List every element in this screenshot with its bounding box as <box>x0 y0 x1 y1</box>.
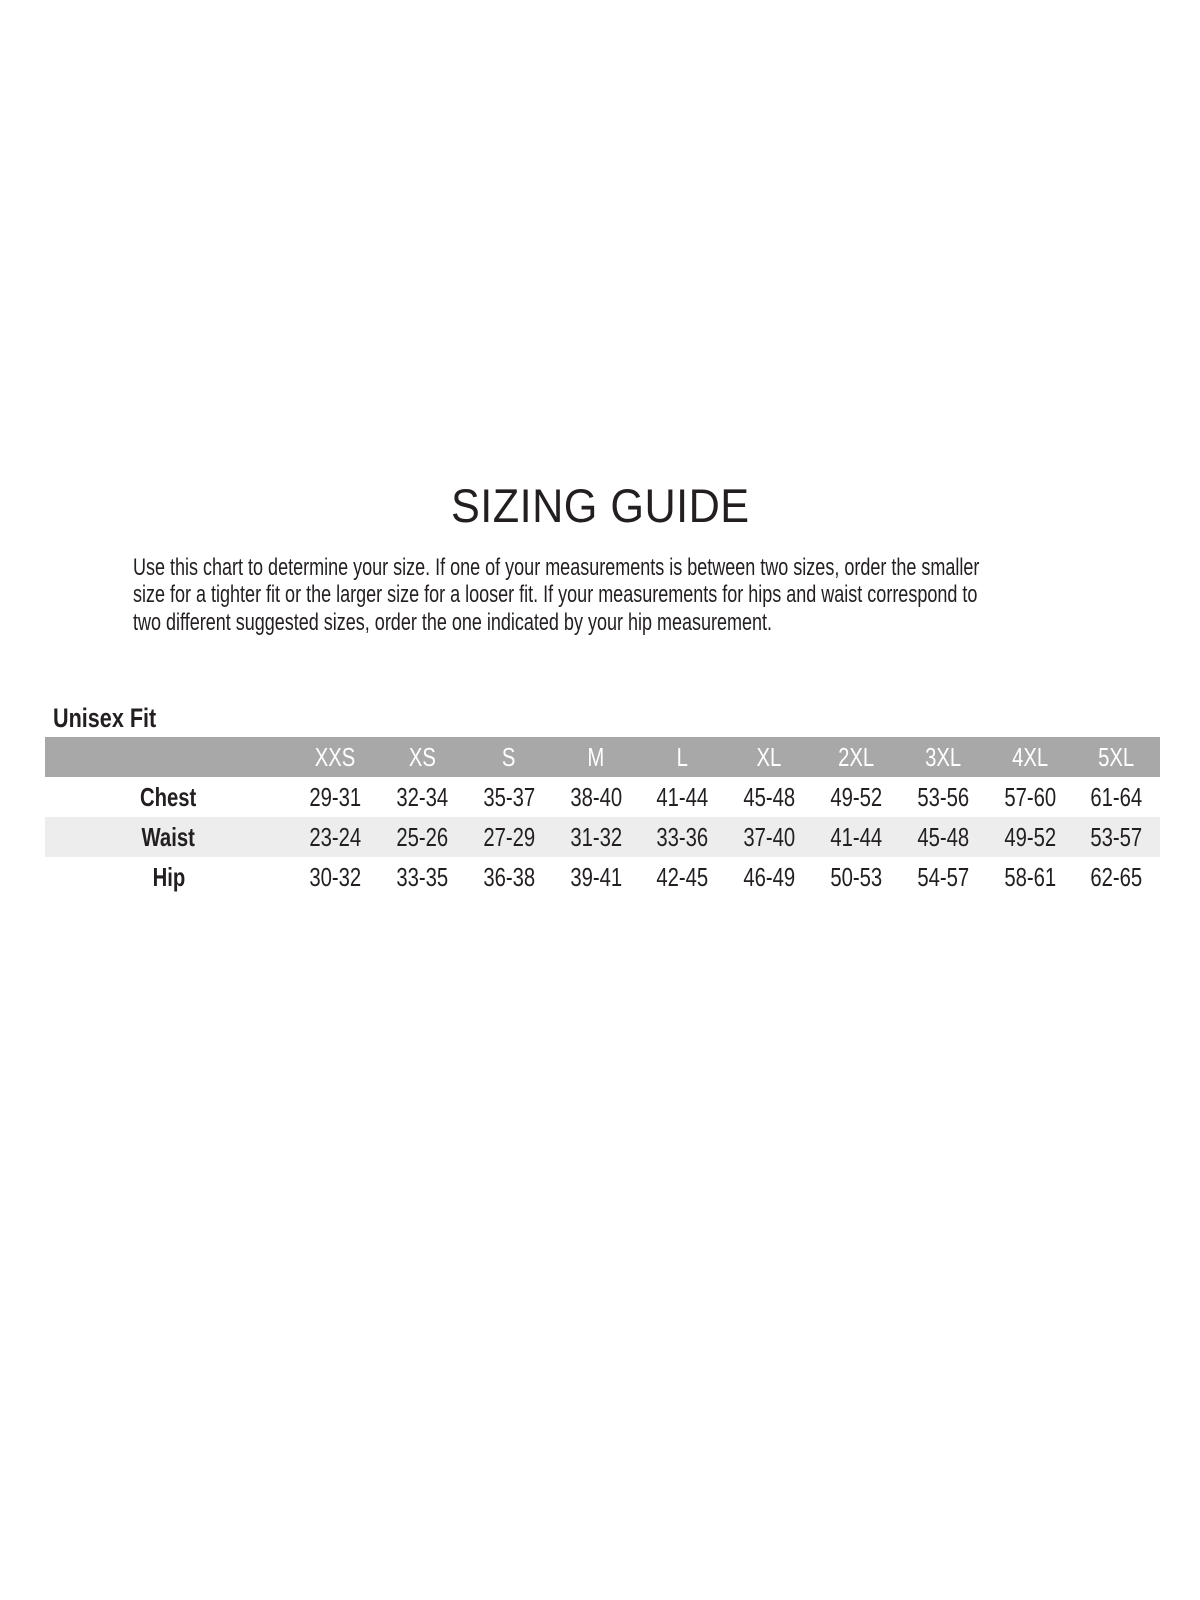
chest-m-value: 38-40 <box>569 781 622 812</box>
column-header-xxs <box>292 742 379 773</box>
hip-2xl-value: 50-53 <box>830 861 883 892</box>
page-title-text: SIZING GUIDE <box>450 479 750 532</box>
chest-2xl-cell <box>813 782 900 813</box>
chest-s-cell <box>466 782 553 813</box>
hip-4xl-value: 58-61 <box>1003 861 1056 892</box>
waist-2xl-value: 41-44 <box>830 821 883 852</box>
column-header-xl-label: XL <box>756 741 782 772</box>
waist-2xl-cell <box>813 822 900 853</box>
waist-xl-cell <box>726 822 813 853</box>
chest-2xl-value: 49-52 <box>830 781 883 812</box>
column-header-5xl-label: 5XL <box>1098 741 1135 772</box>
column-header-2xl <box>813 742 900 773</box>
chest-3xl-cell <box>900 782 987 813</box>
table-row-chest <box>45 777 1160 817</box>
table-row-hip <box>45 857 1160 897</box>
column-header-l-label: L <box>676 741 689 772</box>
column-header-3xl <box>900 742 987 773</box>
hip-xs-cell <box>379 862 466 893</box>
waist-xs-cell <box>379 822 466 853</box>
row-label-waist <box>45 822 292 853</box>
column-header-l <box>639 742 726 773</box>
row-label-hip <box>45 862 292 893</box>
section-label-unisex-fit: Unisex Fit <box>53 703 157 733</box>
chest-xxs-cell <box>292 782 379 813</box>
waist-3xl-cell <box>900 822 987 853</box>
chest-5xl-value: 61-64 <box>1090 781 1143 812</box>
hip-2xl-cell <box>813 862 900 893</box>
column-header-s <box>466 742 553 773</box>
chest-xs-cell <box>379 782 466 813</box>
hip-s-value: 36-38 <box>483 861 535 892</box>
column-header-xs-label: XS <box>408 741 436 772</box>
waist-xl-value: 37-40 <box>743 821 796 852</box>
chest-s-value: 35-37 <box>483 781 535 812</box>
waist-l-cell <box>639 822 726 853</box>
chest-xs-value: 32-34 <box>396 781 449 812</box>
table-header-row <box>45 737 1160 777</box>
column-header-4xl <box>986 742 1073 773</box>
column-header-xl <box>726 742 813 773</box>
hip-xs-value: 33-35 <box>396 861 449 892</box>
column-header-xs <box>379 742 466 773</box>
hip-l-value: 42-45 <box>656 861 709 892</box>
waist-4xl-value: 49-52 <box>1003 821 1056 852</box>
page-title <box>0 481 1200 531</box>
hip-4xl-cell <box>986 862 1073 893</box>
chest-4xl-cell <box>986 782 1073 813</box>
waist-3xl-value: 45-48 <box>917 821 969 852</box>
row-label-chest-text: Chest <box>140 781 197 812</box>
column-header-m <box>552 742 639 773</box>
column-header-m-label: M <box>587 741 605 772</box>
intro-line-1: Use this chart to determine your size. If one of your measurements is between two sizes, order the smaller <box>133 554 980 581</box>
waist-xs-value: 25-26 <box>396 821 449 852</box>
chest-3xl-value: 53-56 <box>917 781 969 812</box>
hip-5xl-cell <box>1073 862 1160 893</box>
chest-l-cell <box>639 782 726 813</box>
waist-4xl-cell <box>986 822 1073 853</box>
waist-5xl-cell <box>1073 822 1160 853</box>
hip-5xl-value: 62-65 <box>1090 861 1143 892</box>
hip-m-value: 39-41 <box>569 861 622 892</box>
waist-5xl-value: 53-57 <box>1090 821 1143 852</box>
hip-xxs-cell <box>292 862 379 893</box>
intro-line-2: size for a tighter fit or the larger size for a looser fit. If your measurements for hips and waist correspond to <box>133 581 978 609</box>
row-label-waist-text: Waist <box>141 821 196 852</box>
waist-m-value: 31-32 <box>569 821 622 852</box>
column-header-5xl <box>1073 742 1160 773</box>
waist-m-cell <box>552 822 639 853</box>
column-header-s-label: S <box>502 741 516 772</box>
hip-xl-cell <box>726 862 813 893</box>
table-row-waist <box>45 817 1160 857</box>
row-label-chest <box>45 782 292 813</box>
chest-5xl-cell <box>1073 782 1160 813</box>
column-header-3xl-label: 3XL <box>924 741 962 772</box>
waist-s-value: 27-29 <box>483 821 535 852</box>
waist-xxs-value: 23-24 <box>309 821 362 852</box>
chest-xxs-value: 29-31 <box>309 781 362 812</box>
hip-s-cell <box>466 862 553 893</box>
chest-l-value: 41-44 <box>656 781 709 812</box>
column-header-2xl-label: 2XL <box>838 741 875 772</box>
waist-l-value: 33-36 <box>656 821 709 852</box>
waist-xxs-cell <box>292 822 379 853</box>
chest-xl-cell <box>726 782 813 813</box>
intro-paragraph <box>133 554 1200 636</box>
chest-m-cell <box>552 782 639 813</box>
hip-m-cell <box>552 862 639 893</box>
intro-line-3: two different suggested sizes, order the one indicated by your hip measurement. <box>133 608 773 636</box>
hip-l-cell <box>639 862 726 893</box>
column-header-xxs-label: XXS <box>315 741 356 772</box>
waist-s-cell <box>466 822 553 853</box>
row-label-hip-text: Hip <box>152 861 185 892</box>
hip-xxs-value: 30-32 <box>309 861 362 892</box>
hip-xl-value: 46-49 <box>743 861 796 892</box>
chest-4xl-value: 57-60 <box>1003 781 1056 812</box>
column-header-4xl-label: 4XL <box>1011 741 1048 772</box>
sizing-table <box>45 737 1160 897</box>
hip-3xl-value: 54-57 <box>917 861 969 892</box>
hip-3xl-cell <box>900 862 987 893</box>
chest-xl-value: 45-48 <box>743 781 796 812</box>
